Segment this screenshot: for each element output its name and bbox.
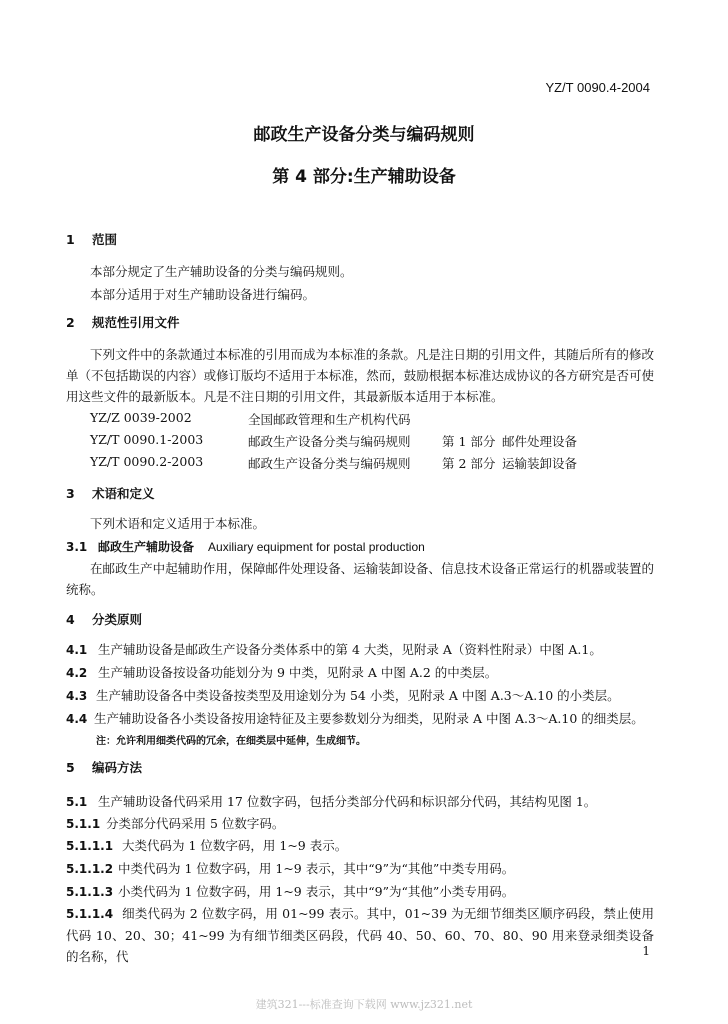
section-number: 3 [66,486,75,501]
section-3-heading [66,484,155,502]
section-title: 编码方法 [92,760,143,775]
clause [66,709,644,727]
clause-text: 细类代码为 2 位数字码，用 01~99 表示。其中，01~39 为无细节细类区顺序码段，禁止使用代码 10、20、30；41~99 为有细节细类区码段，代码 40、50、60、70、80、90 用来登录细类设备的名称，代 [66,906,654,964]
clause [66,859,514,877]
clause-number: 5.1.1.4 [66,907,114,921]
clause-number: 4.4 [66,712,88,726]
clause [66,640,602,658]
section-title: 范围 [92,232,118,247]
reference-row [0,410,728,430]
clause-number: 3.1 [66,540,88,554]
reference-row [0,432,728,452]
clause-text: 生产辅助设备各小类设备按用途特征及主要参数划分为细类，见附录 A 中图 A.3～A.10 的细类层。 [94,711,644,726]
ref-part-title: 邮件处理设备 [502,434,578,449]
clause-text: 中类代码为 1 位数字码，用 1~9 表示，其中“9”为“其他”中类专用码。 [118,861,515,876]
ref-part: 第 2 部分 [442,456,496,471]
section-2-heading [66,313,180,331]
paragraph: 本部分适用于对生产辅助设备进行编码。 [90,287,316,302]
clause-number: 4.2 [66,666,88,680]
ref-title: 全国邮政管理和生产机构代码 [248,412,411,427]
paragraph: 下列文件中的条款通过本标准的引用而成为本标准的条款。凡是注日期的引用文件，其随后所有的修改单（不包括勘误的内容）或修订版均不适用于本标准，然而，鼓励根据本标准达成协议的各方研究是否可使用这些文件的最新版本。凡是不注日期的引用文件，其最新版本适用于本标准。 [66,347,654,404]
ref-code: YZ/Z 0039-2002 [90,410,192,425]
paragraph: 本部分规定了生产辅助设备的分类与编码规则。 [90,264,353,279]
document-title: 邮政生产设备分类与编码规则 [253,125,475,145]
clause-number: 5.1.1 [66,817,101,831]
watermark-footer: 建筑321---标准查询下载网 www.jz321.net [255,998,473,1011]
clause [66,882,514,900]
section-number: 1 [66,232,75,247]
definition-term: 邮政生产辅助设备 [98,540,195,554]
paragraph: 下列术语和定义适用于本标准。 [90,516,266,531]
clause [66,663,497,681]
clause [66,903,654,967]
clause-text: 小类代码为 1 位数字码，用 1~9 表示，其中“9”为“其他”小类专用码。 [118,884,515,899]
clause-number: 5.1.1.2 [66,862,114,876]
definition-text: 在邮政生产中起辅助作用，保障邮件处理设备、运输装卸设备、信息技术设备正常运行的机器或装置的统称。 [66,561,654,597]
clause-number: 5.1 [66,795,88,809]
clause-number: 4.1 [66,643,88,657]
clause-text: 生产辅助设备按设备功能划分为 9 中类，见附录 A 中图 A.2 的中类层。 [98,665,498,680]
section-1-heading [66,230,117,248]
clause [66,792,596,810]
standard-code: YZ/T 0090.4-2004 [545,80,650,95]
clause-text: 生产辅助设备代码采用 17 位数字码，包括分类部分代码和标识部分代码，其结构见图 1。 [98,794,597,809]
ref-title: 邮政生产设备分类与编码规则 [248,434,411,449]
clause-number: 5.1.1.3 [66,885,114,899]
ref-title: 邮政生产设备分类与编码规则 [248,456,411,471]
definition-term-en: Auxiliary equipment for postal production [208,540,425,554]
clause-text: 生产辅助设备各中类设备按类型及用途划分为 54 小类，见附录 A 中图 A.3～A.10 的小类层。 [96,688,620,703]
ref-part-title: 运输装卸设备 [502,456,578,471]
section-title: 规范性引用文件 [92,315,180,330]
document-subtitle: 第 4 部分:生产辅助设备 [272,167,456,187]
clause [66,814,284,832]
section-title: 分类原则 [92,612,143,627]
ref-code: YZ/T 0090.2-2003 [90,454,204,469]
definition-heading [66,538,425,555]
note: 注：允许利用细类代码的冗余，在细类层中延伸，生成细节。 [96,736,366,747]
clause [66,836,347,854]
clause [66,686,620,704]
section-4-heading [66,610,142,628]
page-number: 1 [642,944,650,958]
clause-text: 生产辅助设备是邮政生产设备分类体系中的第 4 大类，见附录 A（资料性附录）中图 A.1。 [98,642,602,657]
clause-number: 4.3 [66,689,88,703]
clause-number: 5.1.1.1 [66,839,114,853]
section-number: 4 [66,612,75,627]
ref-part: 第 1 部分 [442,434,496,449]
section-number: 5 [66,760,75,775]
ref-code: YZ/T 0090.1-2003 [90,432,204,447]
clause-text: 分类部分代码采用 5 位数字码。 [106,816,285,831]
section-5-heading [66,758,142,776]
section-number: 2 [66,315,75,330]
reference-row [0,454,728,474]
section-title: 术语和定义 [92,486,155,501]
clause-text: 大类代码为 1 位数字码，用 1~9 表示。 [122,838,348,853]
